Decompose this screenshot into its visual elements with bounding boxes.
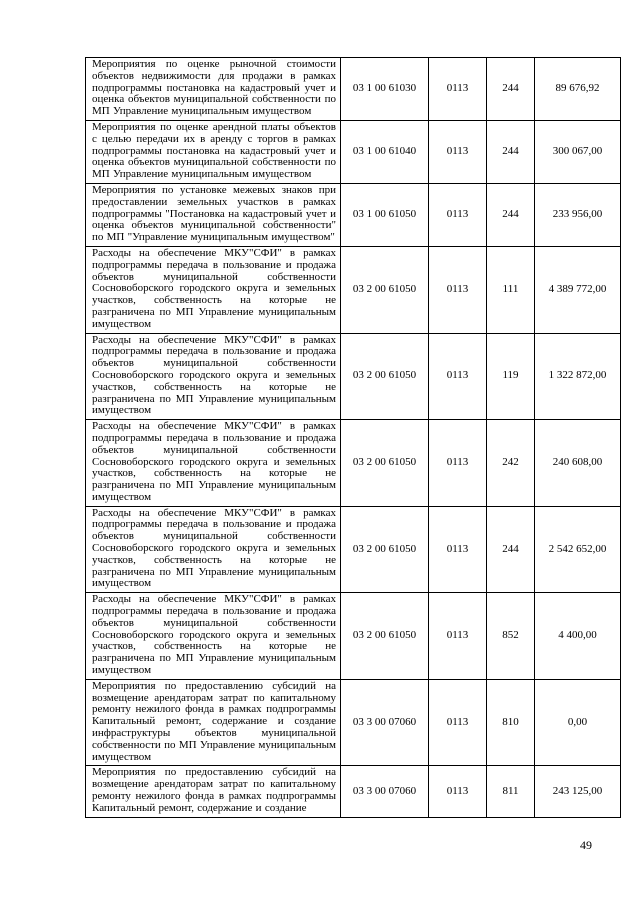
row-description: Мероприятия по оценке рыночной стоимости объектов недвижимости для продажи в рамках подпрограммы постановка на кадастровый учет и оценка объектов муниципальной собственности по МП Управление муниципальным имуществом <box>86 58 341 121</box>
row-code: 03 1 00 61030 <box>341 58 429 121</box>
row-amount: 240 608,00 <box>535 420 621 507</box>
table-row <box>86 120 621 183</box>
table-row <box>86 58 621 121</box>
row-code: 03 3 00 07060 <box>341 766 429 817</box>
row-type: 244 <box>487 58 535 121</box>
page-number: 49 <box>580 838 592 852</box>
row-amount: 4 389 772,00 <box>535 246 621 333</box>
row-section: 0113 <box>429 120 487 183</box>
row-description: Расходы на обеспечение МКУ"СФИ" в рамках подпрограммы передача в пользование и продажа объектов муниципальной собственности Сосновоборского городского округа и земельных участков, собственность на которые не разграничена по МП Управление муниципальным имуществом <box>86 506 341 593</box>
row-type: 244 <box>487 120 535 183</box>
table-row <box>86 246 621 333</box>
row-amount: 89 676,92 <box>535 58 621 121</box>
row-description: Мероприятия по предоставлению субсидий на возмещение арендаторам затрат по капитальному ремонту нежилого фонда в рамках подпрограммы Капитальный ремонт, содержание и создание <box>86 766 341 817</box>
row-amount: 243 125,00 <box>535 766 621 817</box>
table-row <box>86 333 621 420</box>
row-code: 03 2 00 61050 <box>341 420 429 507</box>
row-section: 0113 <box>429 246 487 333</box>
row-type: 119 <box>487 333 535 420</box>
row-section: 0113 <box>429 333 487 420</box>
row-type: 244 <box>487 506 535 593</box>
row-amount: 1 322 872,00 <box>535 333 621 420</box>
table-row <box>86 679 621 766</box>
row-code: 03 2 00 61050 <box>341 593 429 680</box>
row-amount: 233 956,00 <box>535 183 621 246</box>
row-description: Расходы на обеспечение МКУ"СФИ" в рамках подпрограммы передача в пользование и продажа объектов муниципальной собственности Сосновоборского городского округа и земельных участков, собственность на которые не разграничена по МП Управление муниципальным имуществом <box>86 593 341 680</box>
row-description: Мероприятия по оценке арендной платы объектов с целью передачи их в аренду с торгов в рамках подпрограммы постановка на кадастровый учет и оценка объектов муниципальной собственности по МП Управление муниципальным имуществом <box>86 120 341 183</box>
row-section: 0113 <box>429 593 487 680</box>
table-row <box>86 593 621 680</box>
row-code: 03 2 00 61050 <box>341 333 429 420</box>
row-type: 810 <box>487 679 535 766</box>
budget-table <box>85 57 621 818</box>
table-row <box>86 183 621 246</box>
row-type: 811 <box>487 766 535 817</box>
row-section: 0113 <box>429 58 487 121</box>
row-section: 0113 <box>429 183 487 246</box>
row-description: Расходы на обеспечение МКУ"СФИ" в рамках подпрограммы передача в пользование и продажа объектов муниципальной собственности Сосновоборского городского округа и земельных участков, собственность на которые не разграничена по МП Управление муниципальным имуществом <box>86 420 341 507</box>
row-description: Расходы на обеспечение МКУ"СФИ" в рамках подпрограммы передача в пользование и продажа объектов муниципальной собственности Сосновоборского городского округа и земельных участков, собственность на которые не разграничена по МП Управление муниципальным имуществом <box>86 333 341 420</box>
row-code: 03 2 00 61050 <box>341 246 429 333</box>
row-section: 0113 <box>429 766 487 817</box>
row-section: 0113 <box>429 506 487 593</box>
row-code: 03 2 00 61050 <box>341 506 429 593</box>
row-amount: 2 542 652,00 <box>535 506 621 593</box>
row-type: 111 <box>487 246 535 333</box>
table-row <box>86 506 621 593</box>
row-description: Мероприятия по установке межевых знаков при предоставлении земельных участков в рамках подпрограммы "Постановка на кадастровый учет и оценка объектов муниципальной собственности" по МП "Управление муниципальным имуществом" <box>86 183 341 246</box>
row-type: 244 <box>487 183 535 246</box>
row-code: 03 1 00 61040 <box>341 120 429 183</box>
table-row <box>86 420 621 507</box>
row-amount: 0,00 <box>535 679 621 766</box>
row-type: 852 <box>487 593 535 680</box>
row-type: 242 <box>487 420 535 507</box>
row-section: 0113 <box>429 420 487 507</box>
row-code: 03 3 00 07060 <box>341 679 429 766</box>
row-description: Мероприятия по предоставлению субсидий на возмещение арендаторам затрат по капитальному ремонту нежилого фонда в рамках подпрограммы Капитальный ремонт, содержание и создание инфраструктуры объектов муниципальной собственности по МП Управление муниципальным имуществом <box>86 679 341 766</box>
row-description: Расходы на обеспечение МКУ"СФИ" в рамках подпрограммы передача в пользование и продажа объектов муниципальной собственности Сосновоборского городского округа и земельных участков, собственность на которые не разграничена по МП Управление муниципальным имуществом <box>86 246 341 333</box>
row-section: 0113 <box>429 679 487 766</box>
row-amount: 4 400,00 <box>535 593 621 680</box>
table-row <box>86 766 621 817</box>
row-code: 03 1 00 61050 <box>341 183 429 246</box>
row-amount: 300 067,00 <box>535 120 621 183</box>
